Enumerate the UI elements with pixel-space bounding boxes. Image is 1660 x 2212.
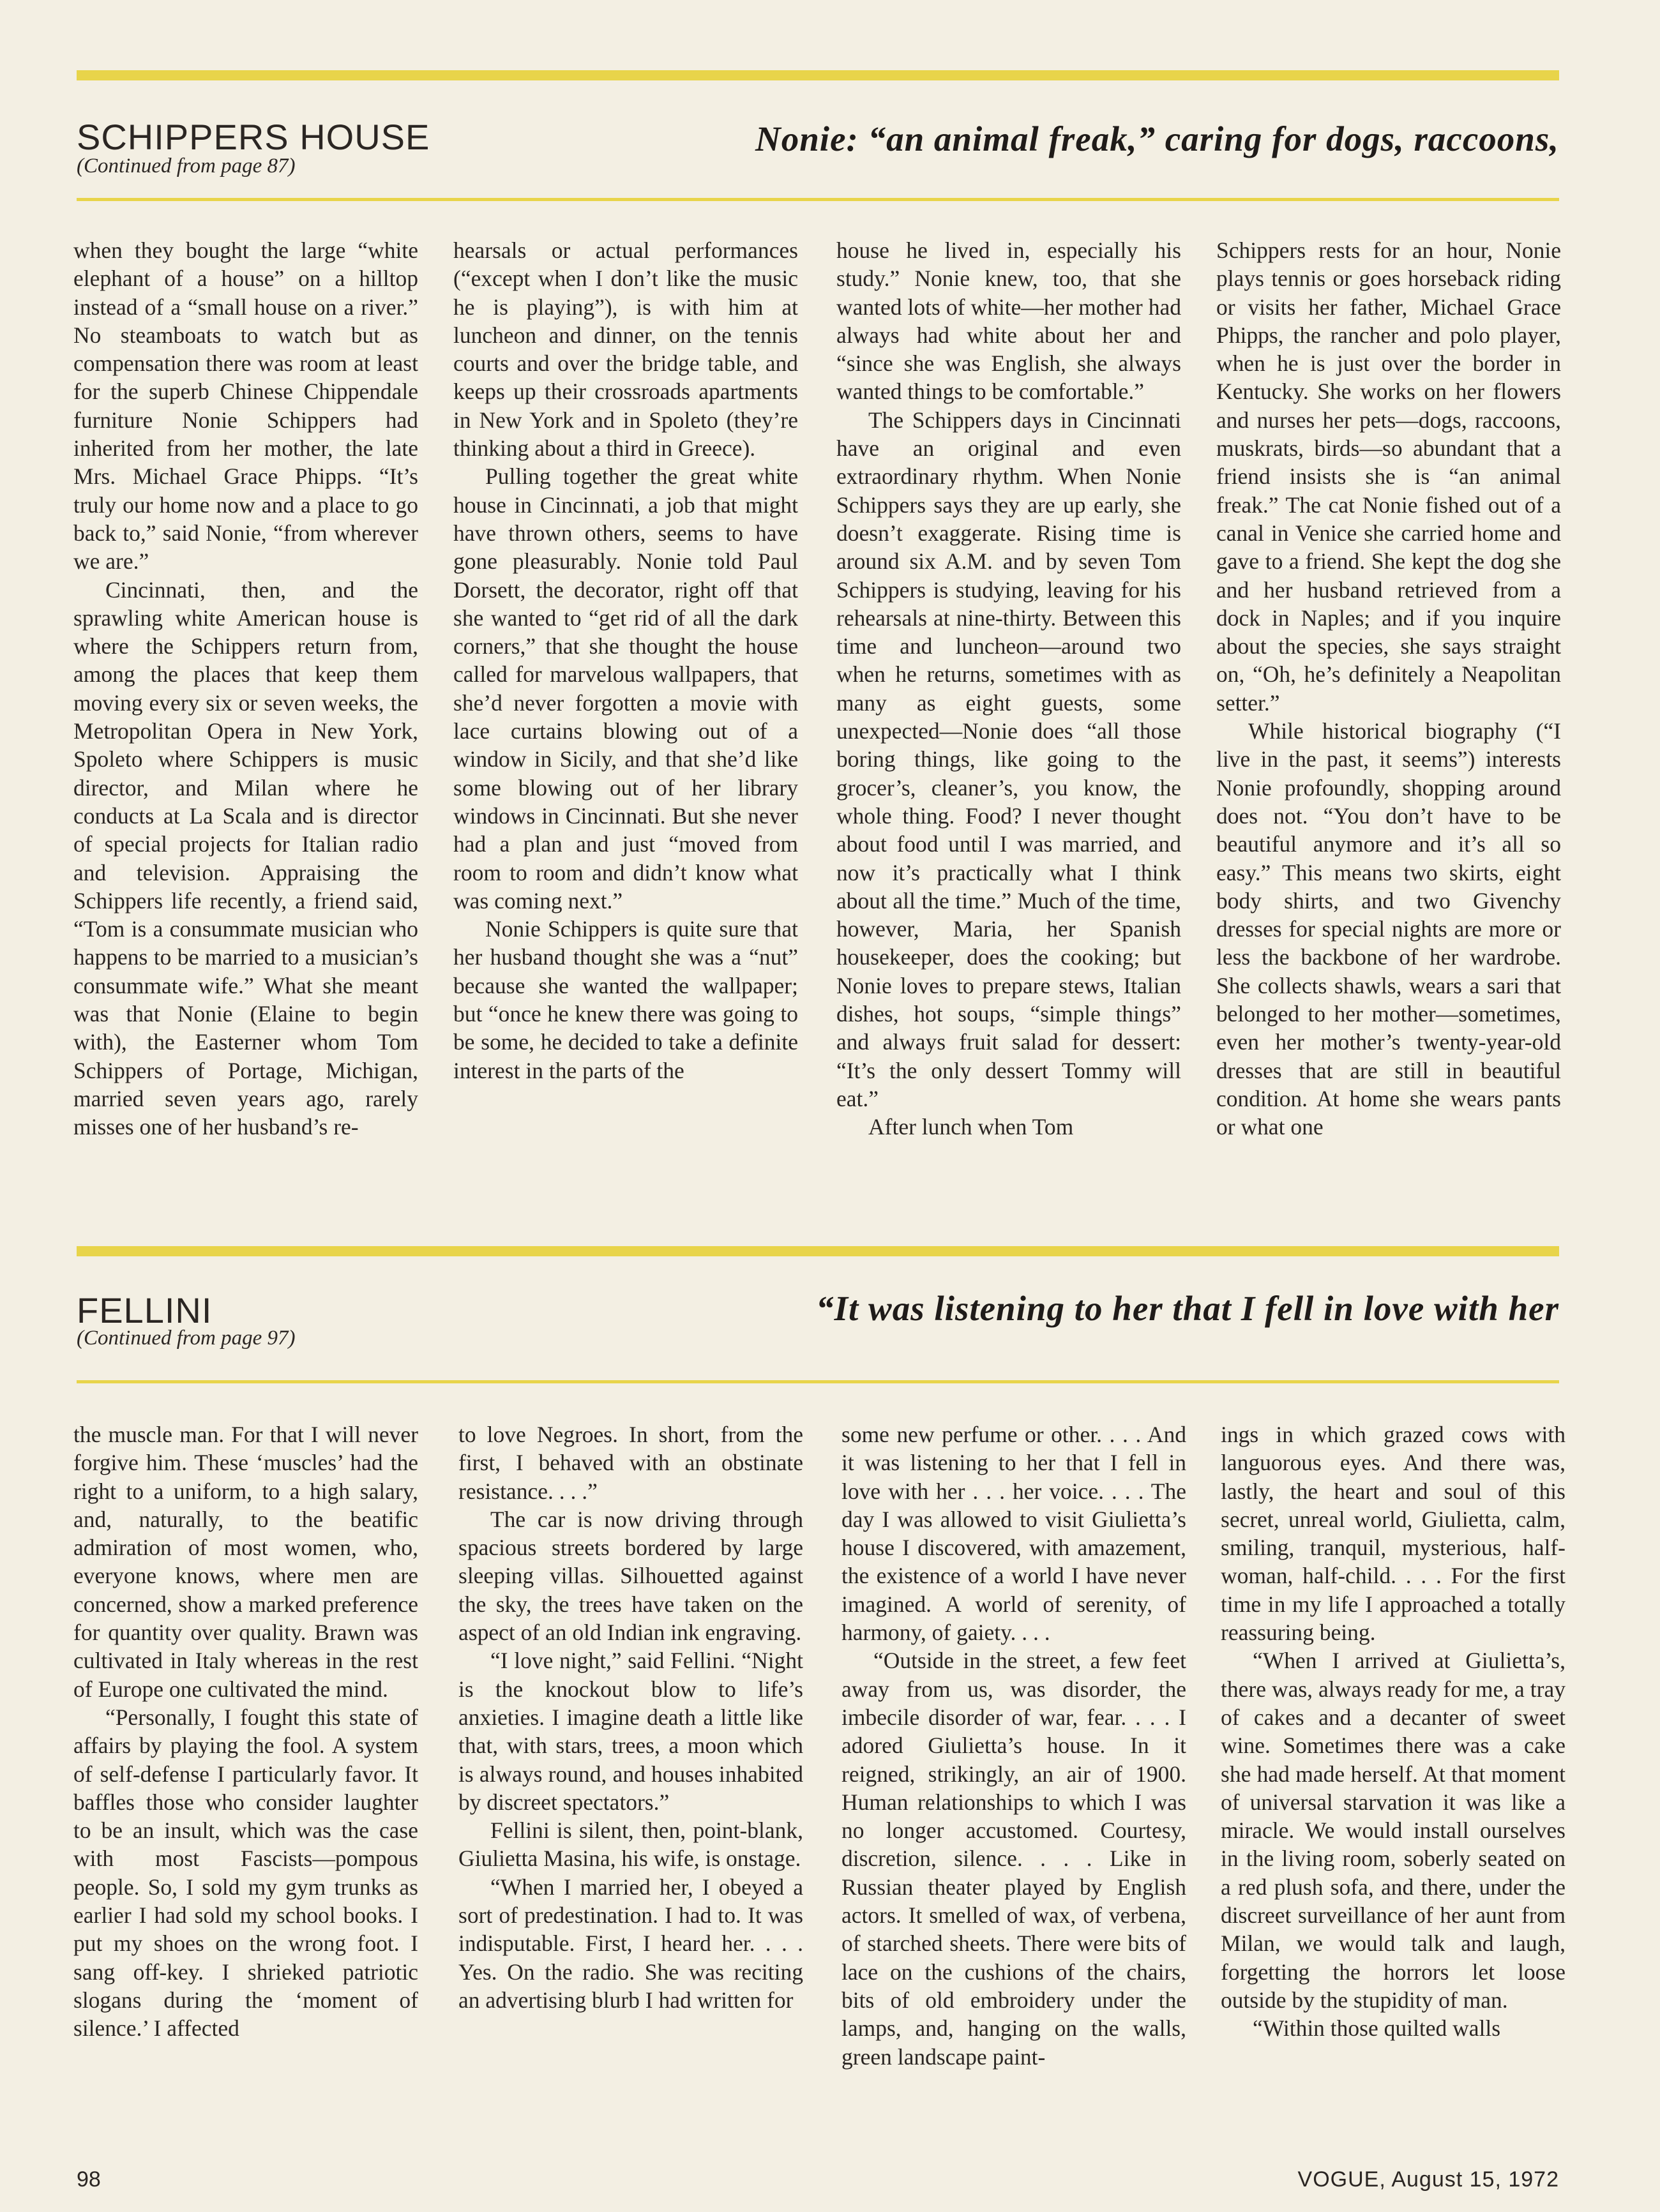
paragraph: Pulling together the great white house in Cincinnati, a job that might have thrown others, seems to have gone pleasurably. Nonie told Paul Dorsett, the decorator, right off that she wanted to “get rid of all the dark corners,” that she thought the house called for marvelous wallpapers, that she’d never forgotten a movie with lace curtains blowing out of a window in Sicily, and that she’d like some blowing out of her library windows in Cincinnati. But she never had a plan and just “moved from room to room and didn’t know what was coming next.” xyxy=(453,463,798,914)
header-rule-schippers xyxy=(77,198,1559,201)
paragraph: While historical biography (“I live in the past, it seems”) interests Nonie profoundly, shopping around does not. “You don’t have to be beautiful anymore and it’s all so easy.” This means two skirts, eight body shirts, and two Givenchy dresses for special nights are more or less the backbone of her wardrobe. She collects shawls, wears a sari that belonged to her mother—sometimes, even her mother’s twenty-year-old dresses that are still in beautiful condition. At home she wears pants or what one xyxy=(1216,718,1561,1140)
paragraph: “I love night,” said Fellini. “Night is the knockout blow to life’s anxieties. I imagine death a little like that, with stars, trees, a moon which is always round, and houses inhabited by discreet spectators.” xyxy=(458,1648,803,1815)
article-column xyxy=(73,1420,418,2142)
paragraph: “When I married her, I obeyed a sort of predestination. I had to. It was indisputable. First, I heard her. . . . Yes. On the radio. She was reciting an advertising blurb I had written for xyxy=(458,1874,803,2013)
paragraph: The Schippers days in Cincinnati have an original and even extraordinary rhythm. When Nonie Schippers says they are up early, she doesn’t exaggerate. Rising time is around six A.M. and by seven Tom Schippers is studying, leaving for his rehearsals at nine-thirty. Between this time and luncheon—around two when he returns, sometimes with as many as eight guests, some unexpected—Nonie does “all those boring things, like going to the grocer’s, cleaner’s, you know, the whole thing. Food? I never thought about food until I was married, and now it’s practically what I think about all the time.” Much of the time, however, Maria, her Spanish housekeeper, does the cooking; but Nonie loves to prepare stews, Italian dishes, hot soups, “simple things” and always fruit salad for dessert: “It’s the only dessert Tommy will eat.” xyxy=(836,407,1181,1111)
header-rule-fellini xyxy=(77,1380,1559,1383)
paragraph: “Outside in the street, a few feet away from us, was disorder, the imbecile disorder of war, fear. . . . I adored Giulietta’s house. In it reigned, strikingly, an air of 1900. Human relationships to which I was no longer accustomed. Courtesy, discretion, silence. . . . Like in Russian theater played by English actors. It smelled of wax, of verbena, of starched sheets. There were bits of lace on the cushions of the chairs, bits of old embroidery under the lamps, and, hanging on the walls, green landscape paint- xyxy=(841,1648,1186,2070)
paragraph: when they bought the large “white elephant of a house” on a hilltop instead of a “small house on a river.” No steamboats to watch but as compensation there was room at least for the superb Chinese Chippendale furniture Nonie Schippers had inherited from her mother, the late Mrs. Michael Grace Phipps. “It’s truly our home now and a place to go back to,” said Nonie, “from wherever we are.” xyxy=(73,237,418,575)
section-title-schippers: SCHIPPERS HOUSE xyxy=(77,117,430,157)
paragraph: house he lived in, especially his study.” Nonie knew, too, that she wanted lots of white—her mother had always had white about her and “since she was English, she always wanted things to be comfortable.” xyxy=(836,237,1181,405)
top-yellow-rule xyxy=(77,70,1559,80)
middle-yellow-rule xyxy=(77,1246,1559,1256)
article-column xyxy=(458,1420,803,2142)
paragraph: Fellini is silent, then, point-blank, Giulietta Masina, his wife, is onstage. xyxy=(458,1817,803,1872)
paragraph: The car is now driving through spacious streets bordered by large sleeping villas. Silhouetted against the sky, the trees have taken on the aspect of an old Indian ink engraving. xyxy=(458,1506,803,1646)
paragraph: the muscle man. For that I will never forgive him. These ‘muscles’ had the right to a uniform, to a high salary, and, naturally, to the beatific admiration of most women, who, everyone knows, where men are concerned, show a marked preference for quantity over quality. Brawn was cultivated in Italy whereas in the rest of Europe one cultivated the mind. xyxy=(73,1422,418,1702)
headline-fellini: “It was listening to her that I fell in love with her xyxy=(816,1289,1559,1328)
paragraph: to love Negroes. In short, from the first, I behaved with an obstinate resistance. . . .” xyxy=(458,1422,803,1504)
article-column xyxy=(841,1420,1186,2142)
paragraph: Schippers rests for an hour, Nonie plays tennis or goes horseback riding or visits her father, Michael Grace Phipps, the rancher and polo player, when he is just over the border in Kentucky. She works on her flowers and nurses her pets—dogs, raccoons, muskrats, birds—so abundant that a friend insists she is “an animal freak.” The cat Nonie fished out of a canal in Venice she carried home and gave to a friend. She kept the dog she and her husband retrieved from a dock in Naples; and if you inquire about the species, she says straight on, “Oh, he’s definitely a Neapolitan setter.” xyxy=(1216,237,1561,716)
paragraph: After lunch when Tom xyxy=(868,1114,1074,1140)
paragraph: “Within those quilted walls xyxy=(1253,2015,1501,2042)
paragraph: “When I arrived at Giulietta’s, there was, always ready for me, a tray of cakes and a decanter of sweet wine. Sometimes there was a cake she had made herself. At that moment of universal starvation it was like a miracle. We would install ourselves in the living room, soberly seated on a red plush sofa, and there, under the discreet surveillance of her aunt from Milan, we would talk and laugh, forgetting the horrors let loose outside by the stupidity of man. xyxy=(1221,1648,1566,2013)
continued-note-fellini: (Continued from page 97) xyxy=(77,1327,296,1350)
paragraph: Nonie Schippers is quite sure that her husband thought she was a “nut” because she wanted the wallpaper; but “once he knew there was going to be some, he decided to take a definite interest in the parts of the xyxy=(453,916,798,1083)
paragraph: ings in which grazed cows with languorous eyes. And there was, lastly, the heart and soul of this secret, unreal world, Giulietta, calm, smiling, tranquil, mysterious, half-woman, half-child. . . . For the first time in my life I approached a totally reassuring being. xyxy=(1221,1422,1566,1646)
article-column xyxy=(836,236,1181,1226)
headline-schippers: Nonie: “an animal freak,” caring for dogs, raccoons, xyxy=(755,119,1559,158)
paragraph: Cincinnati, then, and the sprawling white American house is where the Schippers return from, among the places that keep them moving every six or seven weeks, the Metropolitan Opera in New York, Spoleto where Schippers is music director, and Milan where he conducts at La Scala and is director of special projects for Italian radio and television. Appraising the Schippers life recently, a friend said, “Tom is a consummate musician who happens to be married to a musician’s consummate wife.” What she meant was that Nonie (Elaine to begin with), the Easterner whom Tom Schippers of Portage, Michigan, married seven years ago, rarely misses one of her husband’s re- xyxy=(73,576,418,1140)
magazine-footer: VOGUE, August 15, 1972 xyxy=(1297,2167,1559,2192)
article-column xyxy=(1221,1420,1566,2142)
article-column xyxy=(73,236,418,1226)
paragraph: some new perfume or other. . . . And it was listening to her that I fell in love with her . . . her voice. . . . The day I was allowed to visit Giulietta’s house I discovered, with amazement, the existence of a world I have never imagined. A world of serenity, of harmony, of gaiety. . . . xyxy=(841,1422,1186,1646)
article-column xyxy=(453,236,798,1226)
paragraph: “Personally, I fought this state of affairs by playing the fool. A system of self-defense I particularly favor. It baffles those who consider laughter to be an insult, which was the case with most Fascists—pompous people. So, I sold my gym trunks as earlier I had sold my school books. I put my shoes on the wrong foot. I sang off-key. I shrieked patriotic slogans during the ‘moment of silence.’ I affected xyxy=(73,1704,418,2042)
article-column xyxy=(1216,236,1561,1226)
section-title-fellini: FELLINI xyxy=(77,1290,213,1330)
paragraph: hearsals or actual performances (“except when I don’t like the music he is playing”), is with him at luncheon and dinner, on the tennis courts and over the bridge table, and keeps up their crossroads apartments in New York and in Spoleto (they’re thinking about a third in Greece). xyxy=(453,237,798,462)
continued-note-schippers: (Continued from page 87) xyxy=(77,154,296,177)
page-number: 98 xyxy=(77,2167,101,2192)
